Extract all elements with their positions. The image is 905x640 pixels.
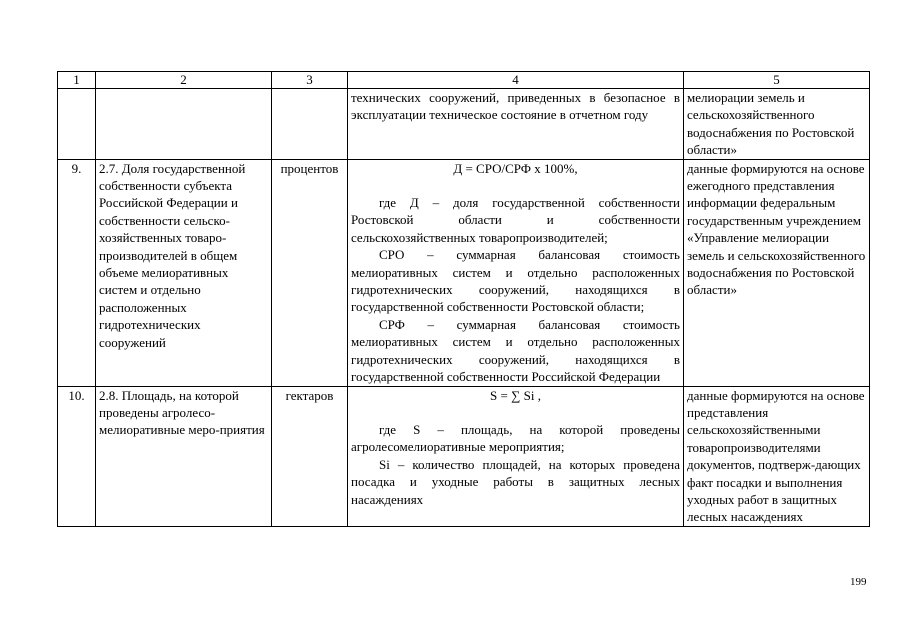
header-cell: 2 bbox=[96, 72, 272, 89]
indicator-table bbox=[57, 71, 870, 527]
formula: S = ∑ Si , bbox=[490, 387, 541, 403]
row-number bbox=[58, 89, 96, 160]
row-number: 9. bbox=[58, 159, 96, 386]
calculation-method bbox=[348, 386, 684, 526]
header-cell: 4 bbox=[348, 72, 684, 89]
indicator-name: 2.7. Доля государственной собственности субъекта Российской Федерации и собственности сельско-хозяйственных товаро-производителей в общем объеме мелиоративных систем и отдельно расположенных гидротехнических сооружений bbox=[96, 159, 272, 386]
header-cell: 1 bbox=[58, 72, 96, 89]
indicator-name bbox=[96, 89, 272, 160]
data-source: данные формируются на основе представления сельскохозяйственными товаропроизводителями документов, подтверж-дающих факт посадки и выполнения уходных работ в защитных лесных насаждениях bbox=[684, 386, 870, 526]
spacer bbox=[351, 177, 680, 194]
method-paragraph: где Д – доля государственной собственности Ростовской области и собственности сельскохозяйственных товаропроизводителей; bbox=[351, 195, 680, 245]
page-number: 199 bbox=[850, 576, 867, 588]
spacer bbox=[351, 404, 680, 421]
method-paragraph: Si – количество площадей, на которых проведена посадка и уходные работы в защитных лесных насаждениях bbox=[351, 456, 680, 507]
unit bbox=[272, 89, 348, 160]
header-cell: 5 bbox=[684, 72, 870, 89]
header-cell: 3 bbox=[272, 72, 348, 89]
table-row bbox=[58, 159, 870, 386]
row-number: 10. bbox=[58, 386, 96, 526]
table-row bbox=[58, 386, 870, 526]
method-paragraph: где S – площадь, на которой проведены агролесомелиоративные мероприятия; bbox=[351, 421, 680, 455]
method-paragraph: СРО – суммарная балансовая стоимость мелиоративных систем и отдельно расположенных гидротехнических сооружений, находящихся в государственной собственности Ростовской области; bbox=[351, 247, 680, 315]
table-header-row bbox=[58, 72, 870, 89]
unit: гектаров bbox=[272, 386, 348, 526]
calculation-method bbox=[348, 89, 684, 160]
method-paragraph: технических сооружений, приведенных в безопасное в эксплуатации техническое состояние в отчетном году bbox=[351, 90, 680, 123]
unit: процентов bbox=[272, 159, 348, 386]
method-paragraph: СРФ – суммарная балансовая стоимость мелиоративных систем и отдельно расположенных гидротехнических сооружений, находящихся в государственной собственности Российской Федерации bbox=[351, 316, 680, 385]
data-source: данные формируются на основе ежегодного представления информации федеральным государственным учреждением «Управление мелиорации земель и сельскохозяйственного водоснабжения по Ростовской области» bbox=[684, 159, 870, 386]
indicator-name: 2.8. Площадь, на которой проведены агролесо-мелиоративные меро-приятия bbox=[96, 386, 272, 526]
table-row bbox=[58, 89, 870, 160]
formula: Д = СРО/СРФ х 100%, bbox=[453, 160, 578, 176]
data-source: мелиорации земель и сельскохозяйственного водоснабжения по Ростовской области» bbox=[684, 89, 870, 160]
calculation-method bbox=[348, 159, 684, 386]
